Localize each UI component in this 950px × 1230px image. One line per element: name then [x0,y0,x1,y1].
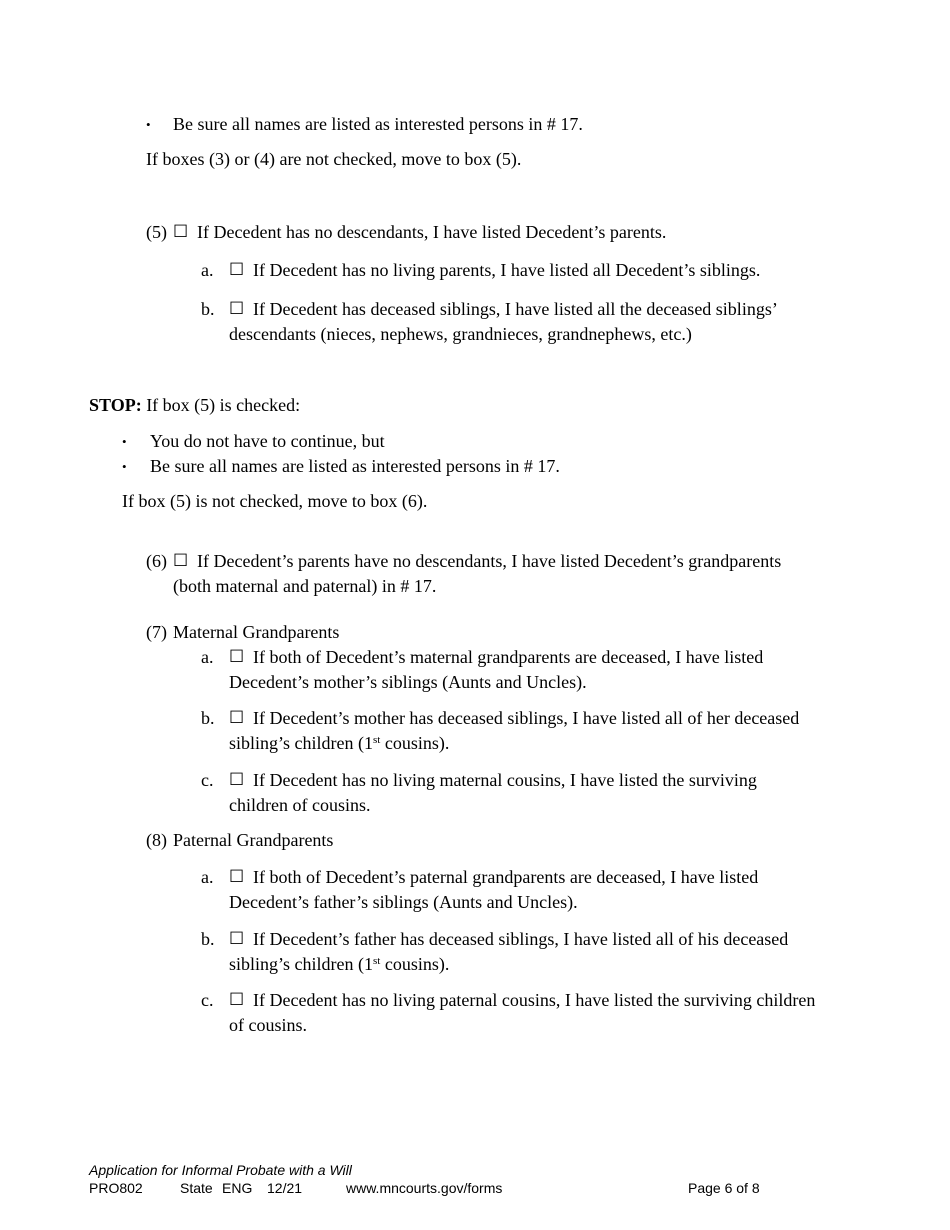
stop-text: If box (5) is checked: [146,395,301,415]
box8c-letter: c. [201,990,214,1010]
box8a-text-line2: Decedent’s father’s siblings (Aunts and Uncles). [229,892,578,912]
box7c-letter: c. [201,770,214,790]
footer-date: 12/21 [267,1180,303,1196]
box5-checkbox[interactable]: ☐ [173,222,189,242]
box5b-letter: b. [201,299,215,319]
box8b-text-line2: sibling’s children (1st cousins). [229,954,450,974]
stop-bullet-text: Be sure all names are listed as interested persons in # 17. [150,456,560,476]
box5b-checkbox[interactable]: ☐ [229,299,245,319]
instruction-text: If box (5) is not checked, move to box (6). [122,491,428,511]
box8b-text-line1: If Decedent’s father has deceased siblings, I have listed all of his deceased [253,929,789,949]
box6-number: (6) [146,551,167,571]
box5a-checkbox[interactable]: ☐ [229,260,245,280]
box5a-text: If Decedent has no living parents, I have listed all Decedent’s siblings. [253,260,761,280]
box8c-text-line1: If Decedent has no living paternal cousins, I have listed the surviving children [253,990,816,1010]
stop-label: STOP: [89,395,142,415]
stop-heading [89,393,300,418]
bullet-text: Be sure all names are listed as interested persons in # 17. [173,114,583,134]
footer-language: ENG [222,1180,253,1196]
box7-number: (7) [146,622,167,642]
footer-form-code: PRO802 [89,1180,143,1196]
box7b-checkbox[interactable]: ☐ [229,708,245,728]
box5b-text-line2: descendants (nieces, nephews, grandnieces, grandnephews, etc.) [229,324,692,344]
footer-form-title: Application for Informal Probate with a Will [89,1162,352,1178]
box8c-text-line2: of cousins. [229,1015,307,1035]
box7b-letter: b. [201,708,215,728]
box6-text-line1: If Decedent’s parents have no descendants, I have listed Decedent’s grandparents [197,551,782,571]
box7a-checkbox[interactable]: ☐ [229,647,245,667]
box7c-checkbox[interactable]: ☐ [229,770,245,790]
box5a-letter: a. [201,260,214,280]
footer-website: www.mncourts.gov/forms [346,1180,503,1196]
footer-state: State [180,1180,213,1196]
bullet-icon: • [122,434,127,449]
box8-number: (8) [146,830,167,850]
box8a-checkbox[interactable]: ☐ [229,867,245,887]
box7c-text-line1: If Decedent has no living maternal cousins, I have listed the surviving [253,770,757,790]
footer-page-number: Page 6 of 8 [688,1180,760,1196]
box7a-text-line2: Decedent’s mother’s siblings (Aunts and Uncles). [229,672,587,692]
instruction-text: If boxes (3) or (4) are not checked, move to box (5). [146,149,522,169]
box8-title: Paternal Grandparents [173,830,334,850]
box5-number: (5) [146,222,167,242]
box7b-text-line2: sibling’s children (1st cousins). [229,733,450,753]
bullet-icon: • [122,459,127,474]
box7a-text-line1: If both of Decedent’s maternal grandparents are deceased, I have listed [253,647,764,667]
stop-bullet-text: You do not have to continue, but [150,431,385,451]
box7b-text-line1: If Decedent’s mother has deceased siblings, I have listed all of her deceased [253,708,800,728]
box5b-text-line1: If Decedent has deceased siblings, I have listed all the deceased siblings’ [253,299,778,319]
box7a-letter: a. [201,647,214,667]
box8a-letter: a. [201,867,214,887]
box7c-text-line2: children of cousins. [229,795,371,815]
box8a-text-line1: If both of Decedent’s paternal grandparents are deceased, I have listed [253,867,759,887]
box6-text-line2: (both maternal and paternal) in # 17. [173,576,437,596]
box8b-letter: b. [201,929,215,949]
box6-checkbox[interactable]: ☐ [173,551,189,571]
box7-title: Maternal Grandparents [173,622,340,642]
box5-text: If Decedent has no descendants, I have listed Decedent’s parents. [197,222,667,242]
box8c-checkbox[interactable]: ☐ [229,990,245,1010]
bullet-icon: • [146,117,151,132]
box8b-checkbox[interactable]: ☐ [229,929,245,949]
